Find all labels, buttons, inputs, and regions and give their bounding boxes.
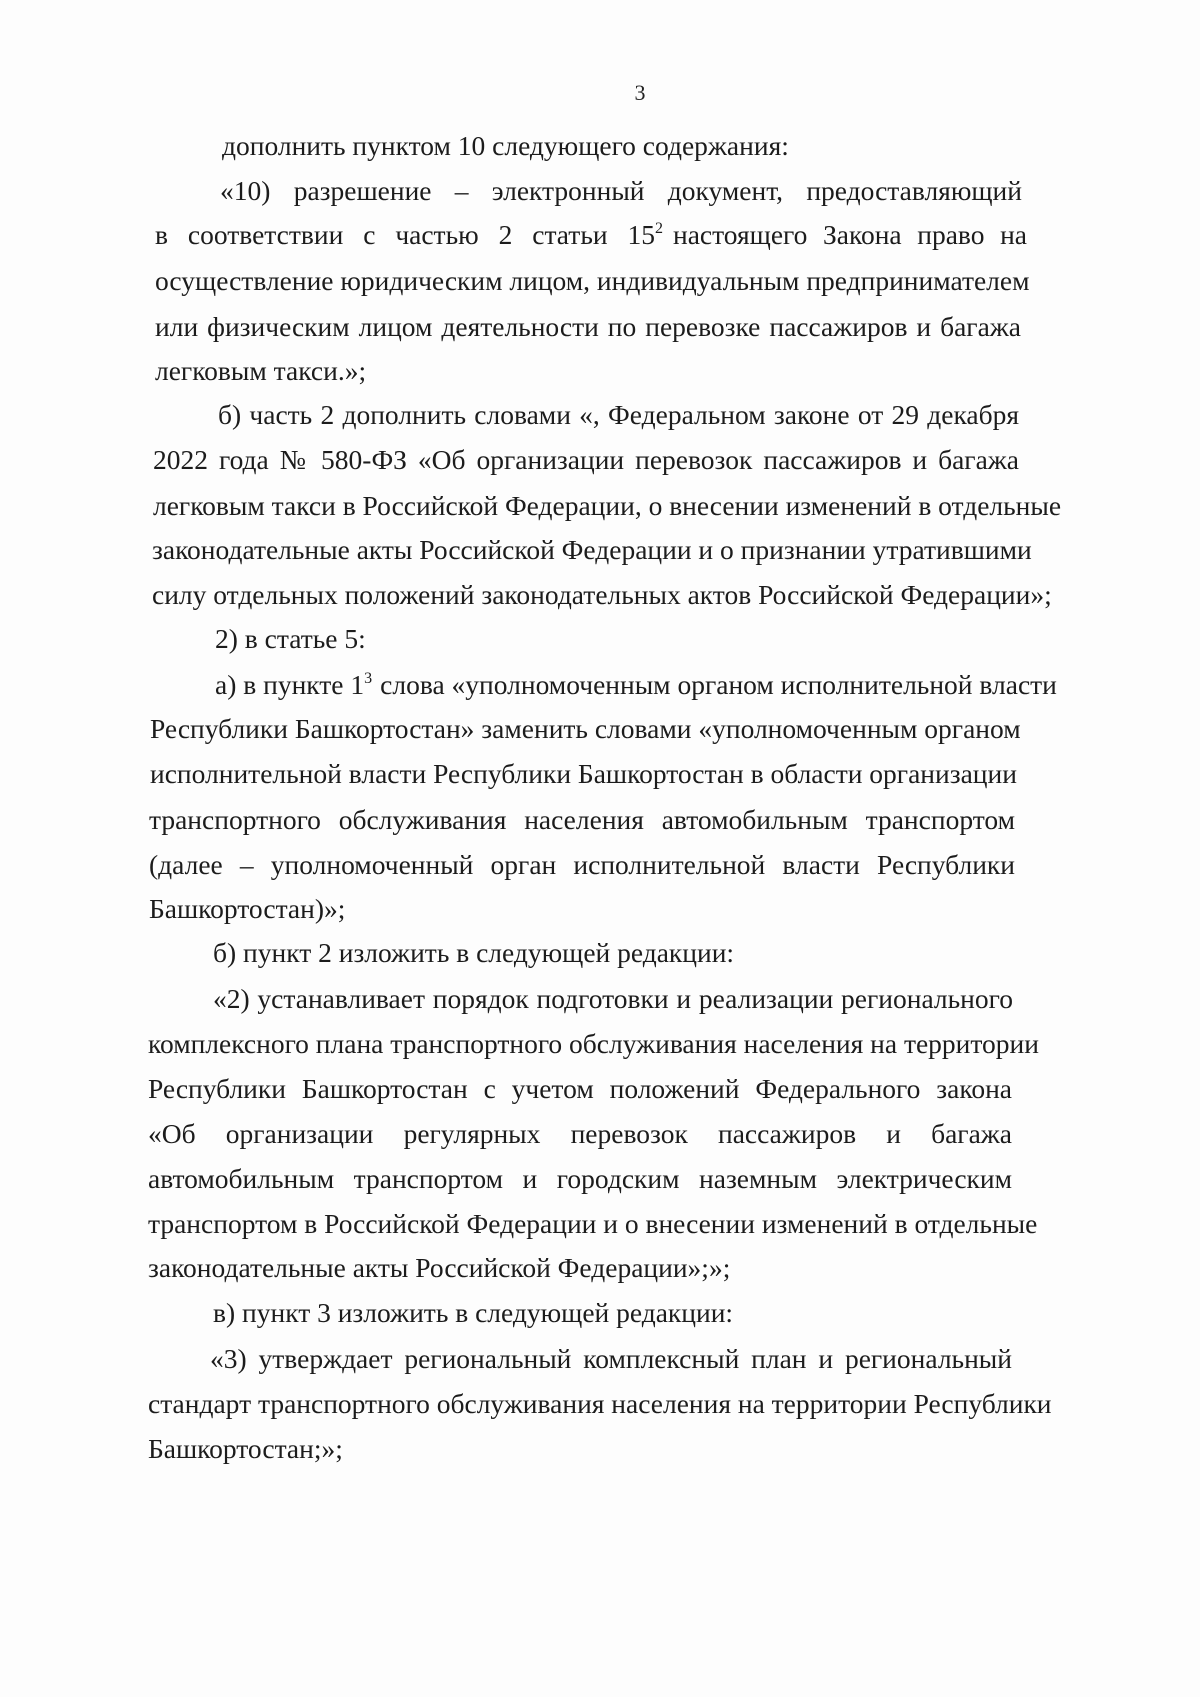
text-line: Республики Башкортостан» заменить словами «уполномоченным органом: [150, 713, 1021, 744]
page-number: 3: [634, 80, 646, 105]
text-line: законодательные акты Российской Федерации»;»;: [148, 1252, 731, 1283]
text-line: Башкортостан)»;: [149, 893, 346, 924]
text-line: силу отдельных положений законодательных актов Российской Федерации»;: [152, 579, 1052, 610]
text-line: осуществление юридическим лицом, индивидуальным предпринимателем: [155, 265, 1030, 296]
text-line: легковым такси.»;: [155, 355, 367, 386]
text-line: законодательные акты Российской Федерации и о признании утратившими: [152, 534, 1032, 565]
text-line: 2) в статье 5:: [215, 623, 366, 654]
text-line: Башкортостан;»;: [148, 1433, 343, 1464]
text-line: б) часть 2 дополнить словами «, Федеральном законе от 29 декабря: [218, 399, 1019, 430]
text-line: в) пункт 3 изложить в следующей редакции:: [213, 1297, 734, 1328]
text-line: транспортного обслуживания населения автомобильным транспортом: [149, 804, 1015, 835]
text-line: легковым такси в Российской Федерации, о внесении изменений в отдельные: [153, 490, 1062, 521]
text-line: стандарт транспортного обслуживания населения на территории Республики: [148, 1388, 1052, 1419]
text-fragment: в соответствии с частью 2 статьи 15: [155, 219, 655, 250]
text-fragment: а) в пункте 1: [215, 669, 365, 700]
text-line: комплексного плана транспортного обслуживания населения на территории: [148, 1028, 1039, 1059]
text-line-with-superscript: [155, 218, 1025, 252]
text-line: или физическим лицом деятельности по перевозке пассажиров и багажа: [155, 311, 1021, 342]
text-line: автомобильным транспортом и городским наземным электрическим: [148, 1163, 1012, 1194]
text-fragment: настоящего Закона право на: [673, 219, 1027, 250]
text-line: «Об организации регулярных перевозок пассажиров и багажа: [148, 1118, 1012, 1149]
text-line: «2) устанавливает порядок подготовки и реализации регионального: [213, 983, 1013, 1014]
text-line: «3) утверждает региональный комплексный план и региональный: [210, 1343, 1012, 1374]
text-line: Республики Башкортостан с учетом положений Федерального закона: [148, 1073, 1012, 1104]
text-line: исполнительной власти Республики Башкортостан в области организации: [150, 758, 1017, 789]
text-line: б) пункт 2 изложить в следующей редакции:: [213, 937, 735, 968]
text-line-with-superscript: [215, 668, 1057, 702]
text-fragment: слова «уполномоченным органом исполнительной власти: [380, 669, 1057, 700]
text-line: дополнить пунктом 10 следующего содержания:: [222, 130, 789, 161]
text-line: (далее – уполномоченный орган исполнительной власти Республики: [149, 849, 1015, 880]
text-line: «10) разрешение – электронный документ, предоставляющий: [220, 175, 1022, 206]
superscript: 3: [364, 670, 373, 687]
text-line: транспортом в Российской Федерации и о внесении изменений в отдельные: [148, 1208, 1038, 1239]
superscript: 2: [655, 220, 663, 237]
text-line: 2022 года № 580-ФЗ «Об организации перевозок пассажиров и багажа: [153, 444, 1019, 475]
